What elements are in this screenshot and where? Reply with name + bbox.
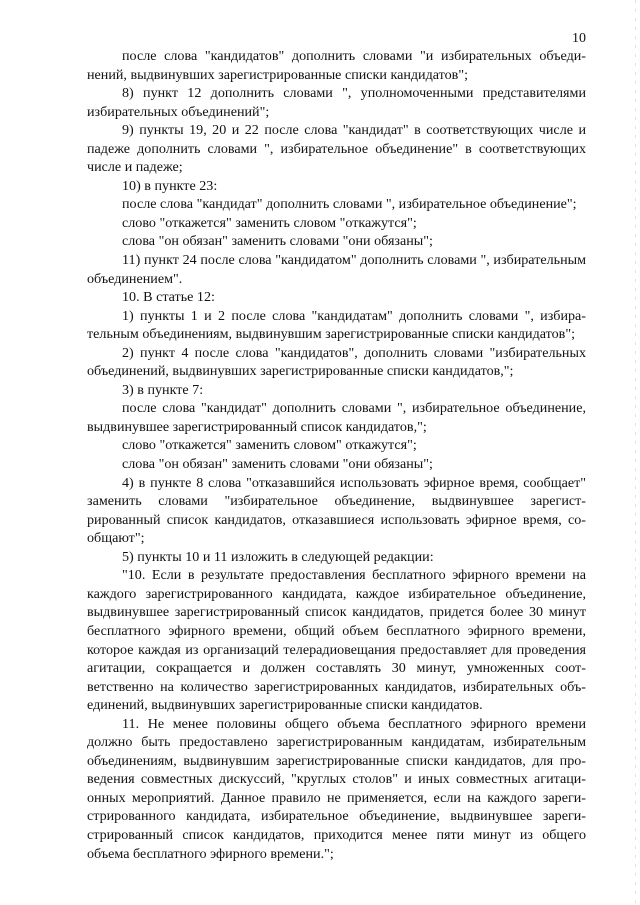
paragraph-16: 4) в пункте 8 слова "отказавшийся использовать эфирное время, сообщает" заменить словами "избирательное объединение, выдвинувшее зарегистрированный список кандидатов, отказавшиеся использовать эфирное время, сообщают"; [87, 474, 586, 547]
paragraph-15: слова "он обязан" заменить словами "они обязаны"; [122, 456, 433, 473]
paragraph-9: 10. В статье 12: [122, 289, 215, 306]
page-number: 10 [572, 31, 586, 46]
paragraph-19: 11. Не менее половины общего объема бесплатного эфирного времени должно быть предоставлено зарегистрированным кандидатам, избирательным объединениям, выдвинувшим зарегистрированные списки кандидатов, для проведения совместных дискуссий, "круглых столов" и иных совместных агитационных мероприятий. Данное правило не применяется, если на каждого зарегистрированного кандидата, избирательное объединение, выдвинувшее зарегистрированный список кандидатов, приходится менее пяти минут из общего объема бесплатного эфирного времени."; [87, 715, 586, 862]
paragraph-8: 11) пункт 24 после слова "кандидатом" дополнить словами ", избирательным объединением". [87, 252, 586, 287]
paragraph-2: 8) пункт 12 дополнить словами ", уполномоченными представителями избирательных объединений"; [87, 85, 586, 120]
scan-edge-mark [635, 0, 636, 905]
paragraph-14: слово "откажется" заменить словом" откажутся"; [122, 437, 417, 454]
paragraph-4: 10) в пункте 23: [122, 177, 218, 194]
paragraph-18: "10. Если в результате предоставления бесплатного эфирного времени на каждого зарегистрированного кандидата, каждое избирательное объединение, выдвинувшее зарегистрированный список кандидатов, придется более 30 минут бесплатного эфирного времени, общий объем бесплатного эфирного времени, которое каждая из организаций телерадиовещания предоставляет для проведения агитации, сокращается и должен составлять 30 минут, умноженных соответственно на количество зарегистрированных кандидатов, избирательных объединений, выдвинувших зарегистрированные списки кандидатов. [87, 567, 586, 714]
paragraph-13: после слова "кандидат" дополнить словами ", избирательное объединение, выдвинувшее зарегистрированный список кандидатов,"; [87, 400, 586, 435]
paragraph-1: после слова "кандидатов" дополнить словами "и избирательных объединений, выдвинувших зарегистрированные списки кандидатов"; [87, 48, 586, 83]
paragraph-10: 1) пункты 1 и 2 после слова "кандидатам" дополнить словами ", избирательным объединениям, выдвинувшим зарегистрированные списки кандидатов"; [87, 307, 586, 343]
document-body [87, 47, 586, 863]
paragraph-11: 2) пункт 4 после слова "кандидатов", дополнить словами "избирательных объединений, выдвинувших зарегистрированные списки кандидатов,"; [87, 344, 586, 380]
paragraph-6: слово "откажется" заменить словом "откажутся"; [122, 214, 417, 231]
paragraph-17: 5) пункты 10 и 11 изложить в следующей редакции: [122, 548, 434, 565]
paragraph-3: 9) пункты 19, 20 и 22 после слова "кандидат" в соответствующих числе и падеже дополнить словами ", избирательное объединение" в соответствующих числе и падеже; [87, 122, 586, 176]
paragraph-12: 3) в пункте 7: [122, 381, 204, 398]
paragraph-7: слова "он обязан" заменить словами "они обязаны"; [122, 233, 433, 250]
paragraph-5: после слова "кандидат" дополнить словами ", избирательное объединение"; [122, 196, 577, 213]
